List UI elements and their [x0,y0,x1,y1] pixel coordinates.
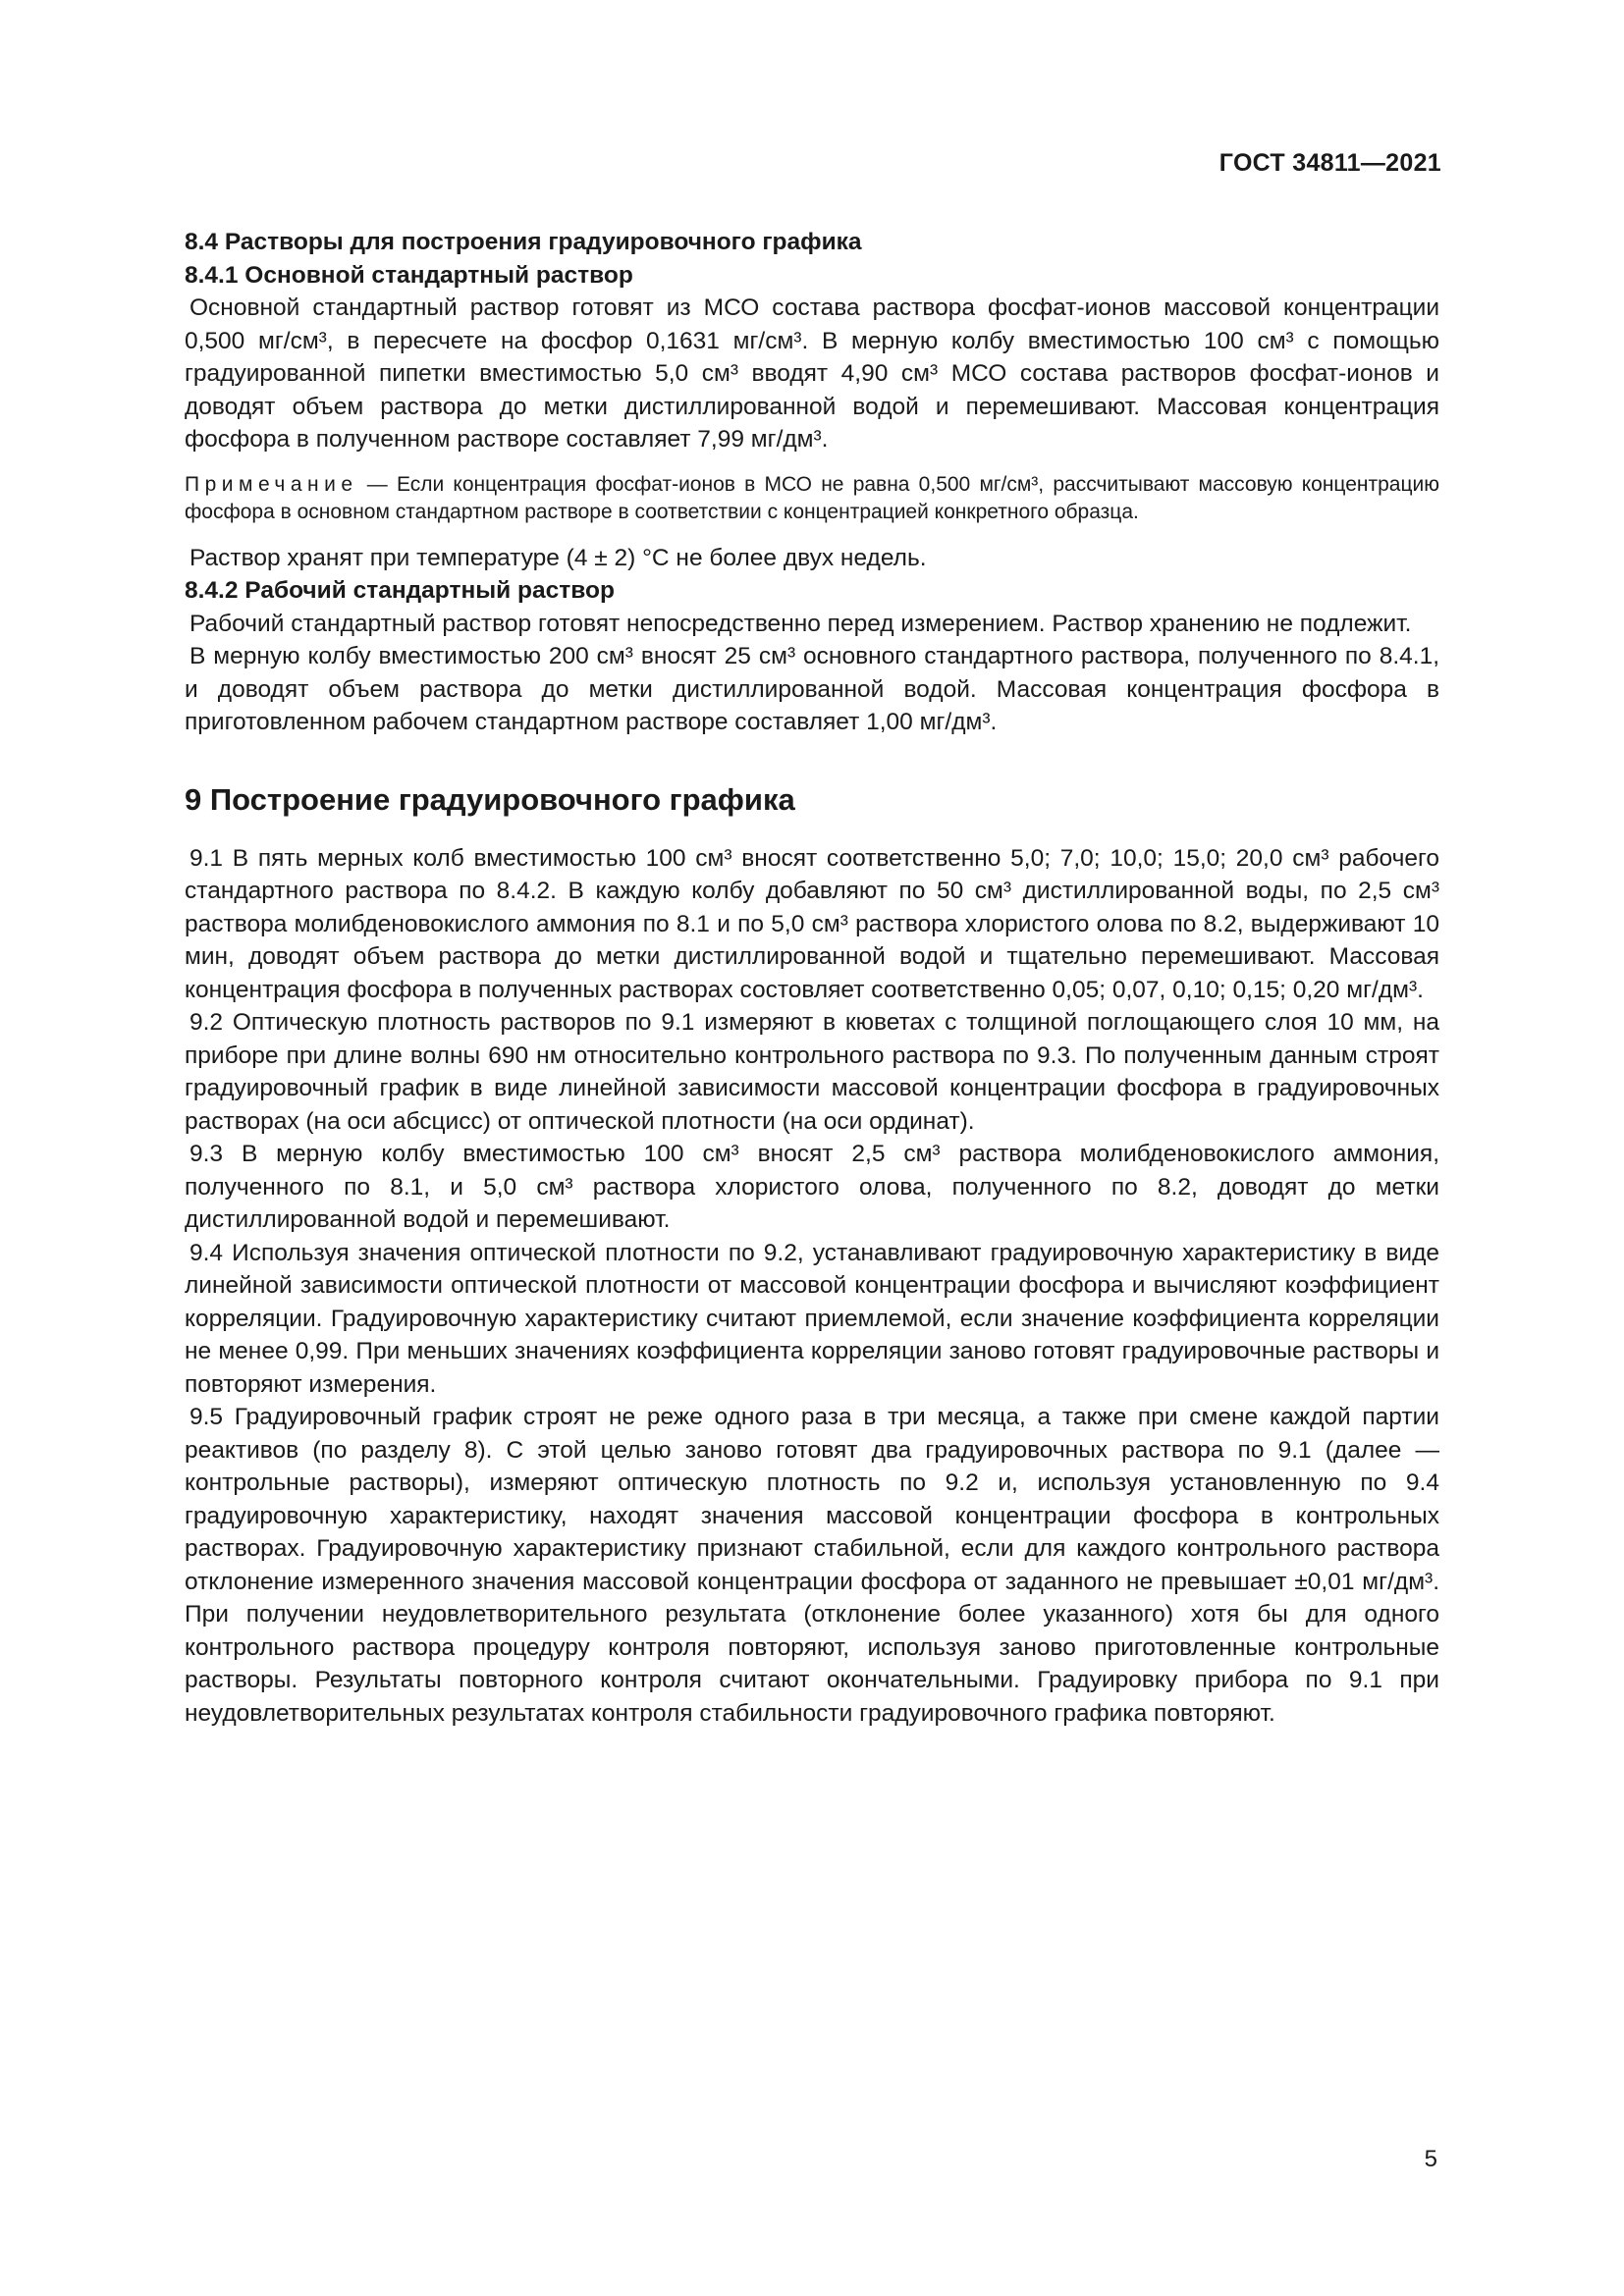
section-8-4-heading: 8.4 Растворы для построения градуировочного графика [185,229,862,255]
section-8-4-2-paragraph-2: В мерную колбу вместимостью 200 см³ вносят 25 см³ основного стандартного раствора, полученного по 8.4.1, и доводят объем раствора до метки дистиллированной водой. Массовая концентрация фосфора в приготовленном рабочем стандартном растворе составляет 1,00 мг/дм³. [185,643,1439,735]
section-8-4-2-paragraph-1: Рабочий стандартный раствор готовят непосредственно перед измерением. Раствор хранению не подлежит. [189,610,1412,637]
paragraph-9-1: 9.1 В пять мерных колб вместимостью 100 см³ вносят соответственно 5,0; 7,0; 10,0; 15,0; 20,0 см³ рабочего стандартного раствора по 8.4.2. В каждую колбу добавляют по 50 см³ дистиллированной воды, по 2,5 см³ раствора молибденовокислого аммония по 8.1 и по 5,0 см³ раствора хлористого олова по 8.2, выдерживают 10 мин, доводят объем раствора до метки дистиллированной водой и тщательно перемешивают. Массовая концентрация фосфора в полученных растворах состовляет соответственно 0,05; 0,07, 0,10; 0,15; 0,20 мг/дм³. [185,844,1439,1003]
paragraph-9-3: 9.3 В мерную колбу вместимостью 100 см³ вносят 2,5 см³ раствора молибденовокислого аммония, полученного по 8.1, и 5,0 см³ раствора хлористого олова, полученного по 8.2, доводят до метки дистиллированной водой и перемешивают. [185,1141,1439,1233]
storage-paragraph: Раствор хранят при температуре (4 ± 2) °С не более двух недель. [189,544,927,571]
document-body [185,226,1439,1730]
section-8-4-1-paragraph: Основной стандартный раствор готовят из МСО состава раствора фосфат-ионов массовой концентрации 0,500 мг/см³, в пересчете на фосфор 0,1631 мг/см³. В мерную колбу вместимостью 100 см³ с помощью градуированной пипетки вместимостью 5,0 см³ вводят 4,90 см³ МСО состава растворов фосфат-ионов и доводят объем раствора до метки дистиллированной водой и перемешивают. Массовая концентрация фосфора в полученном растворе составляет 7,99 мг/дм³. [185,294,1439,453]
section-9-heading: 9 Построение градуировочного графика [185,781,795,817]
paragraph-9-4: 9.4 Используя значения оптической плотности по 9.2, устанавливают градуировочную характеристику в виде линейной зависимости оптической плотности от массовой концентрации фосфора и вычисляют коэффициент корреляции. Градуировочную характеристику считают приемлемой, если значение коэффициента корреляции не менее 0,99. При меньших значениях коэффициента корреляции заново готовят градуировочные растворы и повторяют измерения. [185,1239,1439,1398]
paragraph-9-2: 9.2 Оптическую плотность растворов по 9.1 измеряют в кюветах с толщиной поглощающего слоя 10 мм, на приборе при длине волны 690 нм относительно контрольного раствора по 9.3. По полученным данным строят градуировочный график в виде линейной зависимости массовой концентрации фосфора в градуировочных растворах (на оси абсцисс) от оптической плотности (на оси ординат). [185,1009,1439,1135]
page-number: 5 [1424,2146,1437,2172]
section-8-4-1-heading: 8.4.1 Основной стандартный раствор [185,261,633,289]
note-text: — Если концентрация фосфат-ионов в МСО не равна 0,500 мг/см³, рассчитывают массовую концентрацию фосфора в основном стандартном растворе в соответствии с концентрацией конкретного образца. [185,472,1439,523]
note-label: Примечание [185,472,358,496]
paragraph-9-5: 9.5 Градуировочный график строят не реже одного раза в три месяца, а также при смене каждой партии реактивов (по разделу 8). С этой целью заново готовят два градуировочных раствора по 9.1 (далее — контрольные растворы), измеряют оптическую плотность по 9.2 и, используя установленную по 9.4 градуировочную характеристику, находят значения массовой концентрации фосфора в контрольных растворах. Градуировочную характеристику признают стабильной, если для каждого контрольного раствора отклонение измеренного значения массовой концентрации фосфора от заданного не превышает ±0,01 мг/дм³. При получении неудовлетворительного результата (отклонение более указанного) хотя бы для одного контрольного раствора процедуру контроля повторяют, используя заново приготовленные контрольные растворы. Результаты повторного контроля считают окончательными. Градуировку прибора по 9.1 при неудовлетворительных результатах контроля стабильности градуировочного графика повторяют. [185,1404,1439,1727]
section-8-4-2-heading: 8.4.2 Рабочий стандартный раствор [185,577,615,604]
document-header-code: ГОСТ 34811—2021 [1218,149,1441,177]
note [185,471,1439,526]
